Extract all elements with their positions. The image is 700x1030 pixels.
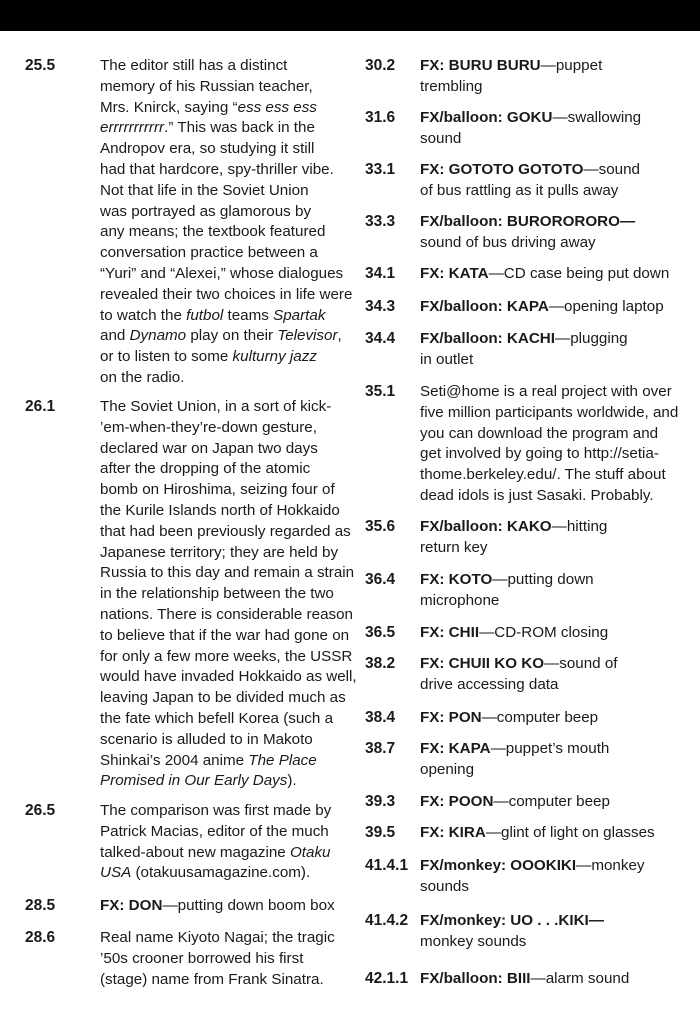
text-line: [100, 822, 331, 843]
text-line: [100, 326, 352, 347]
text-segment: Not that life in the Soviet Union: [100, 181, 309, 199]
fx-label: FX/balloon: GOKU: [420, 109, 553, 126]
entry-text: [420, 382, 678, 507]
fx-label: FX: BURU BURU: [420, 57, 541, 74]
text-segment: thome.berkeley.edu/. The stuff about: [420, 466, 666, 484]
text-line: [100, 160, 352, 181]
text-segment: —glint of light on glasses: [485, 824, 655, 841]
text-segment: scenario is alluded to in Makoto: [100, 730, 313, 748]
text-line: [100, 563, 357, 584]
text-line: [100, 896, 335, 917]
entry-text: [100, 801, 331, 884]
text-line: [100, 181, 352, 202]
text-line: [420, 932, 604, 953]
text-line: [100, 688, 357, 709]
entry-text: [420, 297, 664, 318]
entry-page-number: 33.1: [365, 161, 396, 178]
italic-text: ess ess ess: [237, 98, 317, 116]
text-segment: .” This was back in the: [164, 119, 315, 137]
entry-page-number: 36.5: [365, 624, 396, 641]
text-line: [100, 647, 357, 668]
text-line: [100, 543, 357, 564]
fx-label: FX: PON: [420, 709, 482, 726]
text-segment: —putting down: [492, 571, 594, 588]
text-segment: —sound of: [544, 655, 618, 672]
text-line: [420, 56, 602, 77]
italic-text: Dynamo: [129, 327, 187, 345]
entry-page-number: 34.1: [365, 265, 396, 282]
entry-text: [100, 397, 357, 792]
text-line: [420, 108, 641, 129]
entry-text: [420, 623, 608, 644]
text-segment: in the relationship between the two: [100, 585, 334, 603]
fx-label: FX/balloon: KAPA: [420, 298, 549, 315]
italic-text: The Place: [248, 751, 317, 769]
text-segment: ’50s crooner borrowed his first: [100, 949, 304, 967]
text-line: [100, 771, 357, 792]
text-segment: —putting down boom box: [162, 897, 335, 914]
text-line: [100, 243, 352, 264]
text-line: [420, 160, 640, 181]
text-segment: microphone: [420, 591, 500, 609]
text-line: [100, 118, 352, 139]
text-segment: leaving Japan to be divided much as: [100, 689, 346, 707]
entry-page-number: 34.4: [365, 330, 396, 347]
text-segment: revealed their two choices in life were: [100, 285, 353, 303]
text-segment: to watch the: [100, 306, 187, 324]
text-segment: —CD case being put down: [488, 265, 670, 282]
entry-page-number: 28.5: [25, 897, 56, 914]
text-line: [100, 285, 352, 306]
text-line: [100, 418, 357, 439]
entry-text: [420, 160, 640, 202]
text-segment: —puppet’s mouth: [490, 740, 610, 757]
text-segment: to believe that if the war had gone on: [100, 626, 350, 644]
text-line: [100, 139, 352, 160]
fx-label: FX/balloon: KAKO: [420, 518, 552, 535]
text-segment: sound of bus driving away: [420, 233, 596, 251]
text-segment: or to listen to some: [100, 348, 233, 366]
text-segment: declared war on Japan two days: [100, 439, 318, 457]
text-line: [100, 801, 331, 822]
italic-text: Televisor: [277, 327, 338, 345]
entry-page-number: 41.4.2: [365, 912, 409, 929]
entry-text: [420, 108, 641, 150]
text-segment: five million participants worldwide, and: [420, 403, 679, 421]
text-line: [420, 129, 641, 150]
fx-label: FX: KATA: [420, 265, 489, 282]
text-segment: you can download the program and: [420, 424, 659, 442]
text-line: [100, 56, 352, 77]
entry-page-number: 35.1: [365, 383, 396, 400]
entry-page-number: 25.5: [25, 57, 56, 74]
entry-page-number: 41.4.1: [365, 857, 409, 874]
text-line: [420, 264, 669, 285]
text-line: [420, 760, 609, 781]
italic-text: kulturny jazz: [232, 348, 317, 366]
text-line: [100, 709, 357, 730]
text-segment: The Soviet Union, in a sort of kick-: [100, 398, 332, 415]
text-segment: had that hardcore, spy-thriller vibe.: [100, 160, 334, 178]
entry-page-number: 39.5: [365, 824, 396, 841]
text-segment: (otakuusamagazine.com).: [131, 864, 311, 882]
text-line: [420, 911, 604, 932]
text-segment: Shinkai’s 2004 anime: [100, 751, 249, 769]
text-segment: —sound: [583, 161, 640, 178]
text-line: [420, 823, 655, 844]
text-segment: teams: [223, 306, 274, 324]
text-segment: play on their: [186, 327, 278, 345]
text-segment: —swallowing: [552, 109, 642, 126]
text-line: [100, 751, 357, 772]
entry-page-number: 39.3: [365, 793, 396, 810]
text-line: [100, 928, 335, 949]
text-segment: opening: [420, 760, 475, 778]
entry-page-number: 38.2: [365, 655, 396, 672]
text-segment: The comparison was first made by: [100, 802, 332, 819]
text-line: [100, 306, 352, 327]
entry-text: [420, 792, 610, 813]
text-line: [420, 517, 607, 538]
text-segment: (stage) name from Frank Sinatra.: [100, 970, 324, 988]
italic-text: futbol: [186, 306, 224, 324]
text-line: [100, 202, 352, 223]
text-line: [100, 501, 357, 522]
entry-page-number: 26.5: [25, 802, 56, 819]
text-line: [420, 856, 645, 877]
text-segment: “Yuri” and “Alexei,” whose dialogues: [100, 264, 344, 282]
text-segment: trembling: [420, 77, 483, 95]
text-segment: ,: [337, 327, 342, 345]
entry-page-number: 42.1.1: [365, 970, 409, 987]
text-segment: that had been previously regarded as: [100, 522, 351, 540]
fx-label: FX/monkey: UO . . .KIKI—: [420, 912, 604, 929]
text-segment: monkey sounds: [420, 932, 527, 950]
text-line: [420, 591, 594, 612]
text-segment: ’em-when-they’re-down gesture,: [100, 418, 317, 436]
text-line: [420, 623, 608, 644]
fx-label: FX: GOTOTO GOTOTO: [420, 161, 584, 178]
top-black-bar: [0, 0, 700, 31]
text-line: [420, 675, 618, 696]
text-segment: get involved by going to http://setia-: [420, 445, 659, 463]
entry-page-number: 30.2: [365, 57, 396, 74]
text-line: [420, 403, 678, 424]
text-segment: would have invaded Hokkaido as well,: [100, 668, 357, 686]
entry-text: [100, 928, 335, 990]
text-line: [100, 949, 335, 970]
entry-text: [420, 969, 629, 990]
text-line: [420, 570, 594, 591]
text-segment: return key: [420, 538, 488, 556]
fx-label: FX/balloon: KACHI: [420, 330, 555, 347]
fx-label: FX/balloon: BIII: [420, 970, 531, 987]
italic-text: Spartak: [273, 306, 326, 324]
entry-page-number: 33.3: [365, 213, 396, 230]
text-line: [100, 970, 335, 991]
text-line: [100, 626, 357, 647]
text-segment: Mrs. Knirck, saying “: [100, 98, 238, 116]
text-line: [420, 708, 598, 729]
text-line: [100, 605, 357, 626]
entry-page-number: 36.4: [365, 571, 396, 588]
text-line: [100, 730, 357, 751]
text-line: [420, 181, 640, 202]
text-line: [420, 538, 607, 559]
entry-text: [420, 856, 645, 898]
text-segment: Russia to this day and remain a strain: [100, 564, 355, 582]
text-segment: for only a few more weeks, the USSR: [100, 647, 353, 665]
text-segment: after the dropping of the atomic: [100, 460, 311, 478]
fx-label: FX/balloon: BURORORORO—: [420, 213, 636, 230]
text-segment: Patrick Macias, editor of the much: [100, 822, 329, 840]
entry-page-number: 38.4: [365, 709, 396, 726]
text-segment: Real name Kiyoto Nagai; the tragic: [100, 929, 335, 946]
text-line: [420, 424, 678, 445]
entry-text: [420, 654, 618, 696]
fx-label: FX: KOTO: [420, 571, 493, 588]
entry-text: [420, 739, 609, 781]
text-segment: —plugging: [555, 330, 628, 347]
italic-text: errrrrrrrrrr: [100, 119, 165, 137]
text-line: [420, 654, 618, 675]
text-line: [420, 792, 610, 813]
text-segment: —opening laptop: [548, 298, 664, 315]
entry-page-number: 28.6: [25, 929, 56, 946]
entry-page-number: 31.6: [365, 109, 396, 126]
fx-label: FX: CHII: [420, 624, 480, 641]
text-segment: of bus rattling as it pulls away: [420, 181, 619, 199]
text-line: [100, 522, 357, 543]
text-line: [100, 843, 331, 864]
text-segment: Seti@home is a real project with over: [420, 383, 672, 400]
text-line: [100, 459, 357, 480]
text-segment: conversation practice between a: [100, 244, 318, 262]
italic-text: USA: [100, 864, 132, 882]
text-segment: the fate which befell Korea (such a: [100, 709, 334, 727]
text-line: [100, 863, 331, 884]
fx-label: FX: CHUII KO KO: [420, 655, 545, 672]
text-line: [420, 465, 678, 486]
text-line: [420, 444, 678, 465]
entry-text: [420, 212, 635, 254]
text-line: [420, 350, 628, 371]
text-line: [420, 77, 602, 98]
text-segment: sounds: [420, 877, 469, 895]
text-segment: ).: [287, 772, 297, 790]
entry-text: [100, 896, 335, 917]
text-line: [100, 222, 352, 243]
text-line: [100, 397, 357, 418]
text-segment: nations. There is considerable reason: [100, 605, 353, 623]
entry-text: [420, 329, 628, 371]
entry-page-number: 26.1: [25, 398, 56, 415]
entry-text: [420, 911, 604, 953]
fx-label: FX: DON: [100, 897, 163, 914]
text-line: [420, 877, 645, 898]
text-line: [420, 329, 628, 350]
text-line: [100, 439, 357, 460]
text-segment: bomb on Hiroshima, seizing four of: [100, 481, 335, 499]
text-segment: the Kurile Islands north of Hokkaido: [100, 501, 340, 519]
text-line: [100, 584, 357, 605]
text-line: [420, 739, 609, 760]
entry-page-number: 34.3: [365, 298, 396, 315]
text-line: [420, 233, 635, 254]
text-line: [420, 486, 678, 507]
text-segment: —puppet: [540, 57, 603, 74]
text-line: [100, 77, 352, 98]
text-segment: in outlet: [420, 350, 474, 368]
text-line: [100, 667, 357, 688]
text-line: [100, 368, 352, 389]
text-line: [420, 382, 678, 403]
text-segment: Andropov era, so studying it still: [100, 140, 315, 158]
text-line: [420, 969, 629, 990]
entry-text: [420, 56, 602, 98]
entry-text: [420, 264, 669, 285]
text-segment: dead idols is just Sasaki. Probably.: [420, 486, 654, 504]
entry-text: [420, 708, 598, 729]
entry-text: [100, 56, 352, 389]
text-segment: —computer beep: [481, 709, 599, 726]
text-segment: Japanese territory; they are held by: [100, 543, 339, 561]
entry-text: [420, 570, 594, 612]
fx-label: FX: KIRA: [420, 824, 486, 841]
text-line: [100, 480, 357, 501]
entry-page-number: 38.7: [365, 740, 396, 757]
text-line: [420, 212, 635, 233]
entry-text: [420, 517, 607, 559]
text-segment: any means; the textbook featured: [100, 223, 326, 241]
fx-label: FX/monkey: OOOKIKI: [420, 857, 577, 874]
text-line: [100, 264, 352, 285]
text-segment: memory of his Russian teacher,: [100, 77, 313, 95]
text-segment: —alarm sound: [530, 970, 630, 987]
text-line: [100, 347, 352, 368]
text-line: [100, 98, 352, 119]
text-segment: talked-about new magazine: [100, 843, 290, 861]
text-segment: on the radio.: [100, 368, 185, 386]
fx-label: FX: KAPA: [420, 740, 491, 757]
entry-text: [420, 823, 655, 844]
text-line: [420, 297, 664, 318]
text-segment: sound: [420, 129, 462, 147]
italic-text: Otaku: [289, 843, 331, 861]
text-segment: The editor still has a distinct: [100, 57, 288, 74]
text-segment: and: [100, 327, 130, 345]
text-segment: —hitting: [551, 518, 608, 535]
text-segment: was portrayed as glamorous by: [100, 202, 312, 220]
text-segment: —computer beep: [493, 793, 610, 810]
text-segment: —CD-ROM closing: [479, 624, 609, 641]
text-segment: —monkey: [576, 857, 645, 874]
text-segment: drive accessing data: [420, 675, 559, 693]
italic-text: Promised in Our Early Days: [100, 772, 288, 790]
entry-page-number: 35.6: [365, 518, 396, 535]
fx-label: FX: POON: [420, 793, 494, 810]
